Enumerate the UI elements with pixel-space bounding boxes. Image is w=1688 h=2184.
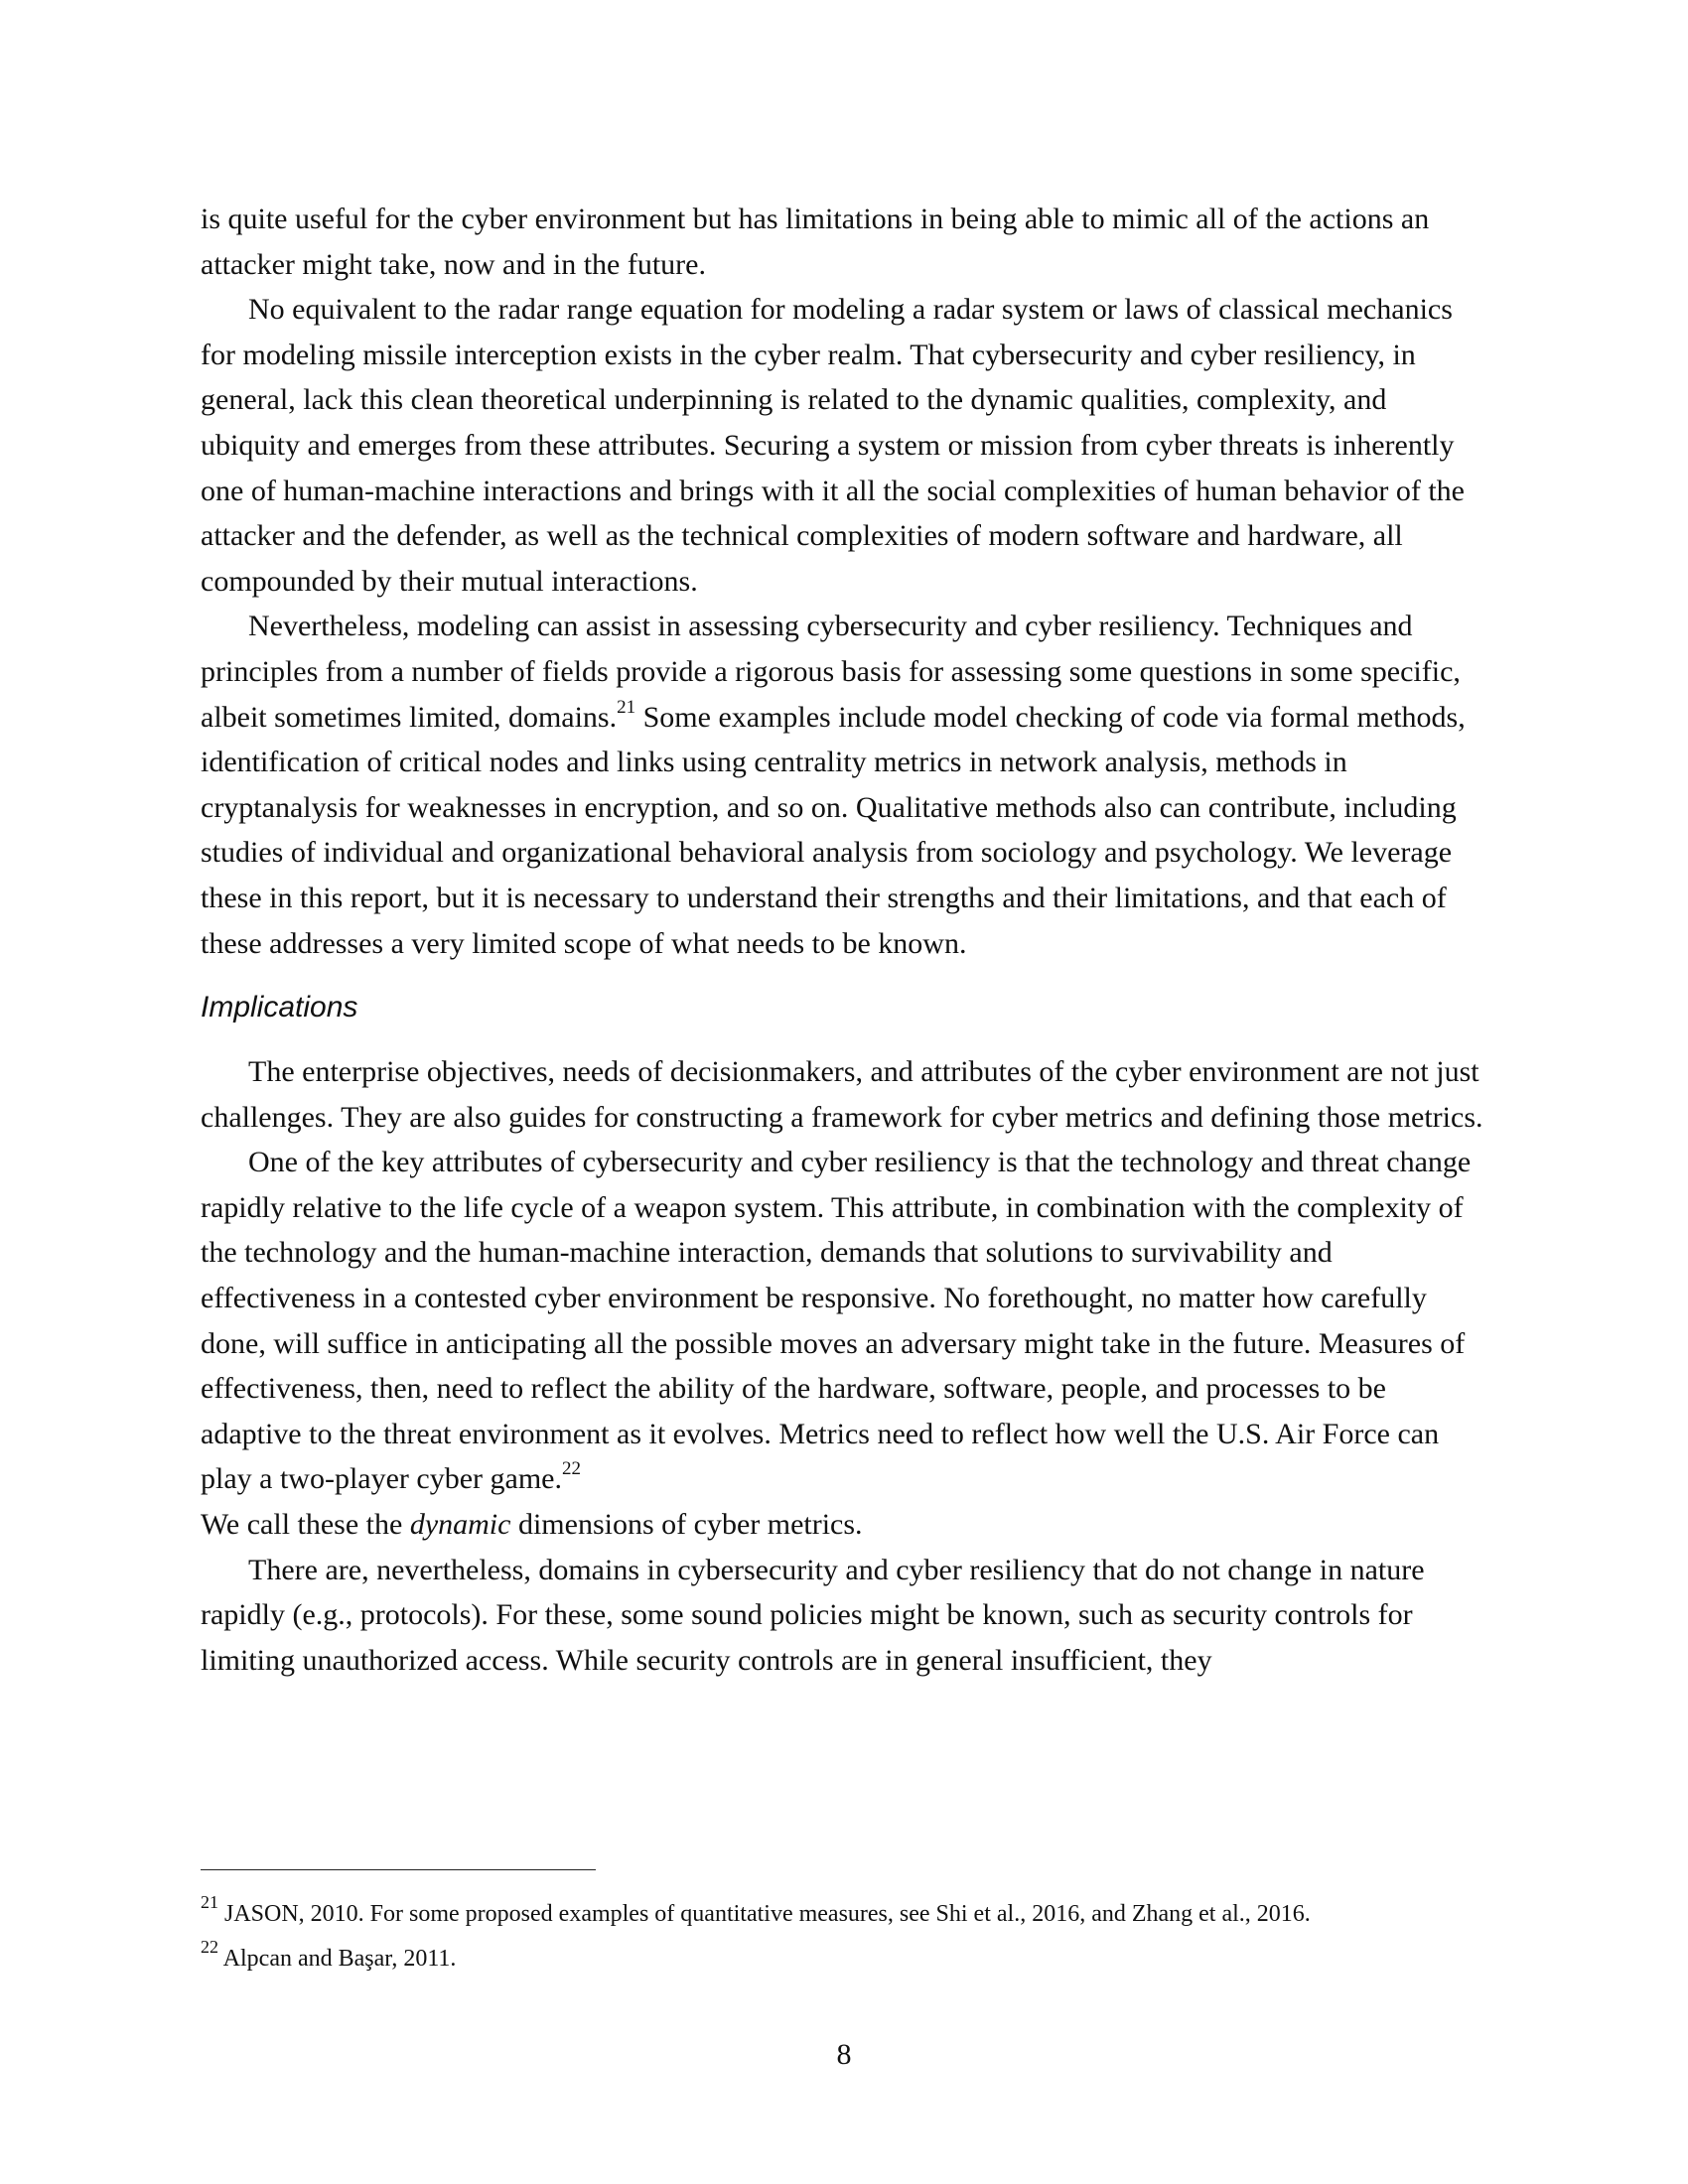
footnote-ref-22[interactable]: 22 (562, 1458, 581, 1480)
paragraph-text: Nevertheless, modeling can assist in assessing cybersecurity and cyber resiliency. Techniques and principles from a number of fields provide a rigorous basis for assessing some questions in some specific, albeit sometimes limited, domains. (201, 610, 1461, 734)
footnote-text: Alpcan and Başar, 2011. (218, 1946, 457, 1972)
footnote-21 (201, 1892, 1491, 1937)
footnote-22 (201, 1937, 1491, 1981)
footnote-number: 21 (201, 1892, 218, 1912)
paragraph-text: One of the key attributes of cybersecurity and cyber resiliency is that the technology and threat change rapidly relative to the life cycle of a weapon system. This attribute, in combination with the complexity of the technology and the human-machine interaction, demands that solutions to survivability and effectiveness in a contested cyber environment be responsive. No forethought, no matter how carefully done, will suffice in anticipating all the possible moves an adversary might take in the future. Measures of effectiveness, then, need to reflect the ability of the hardware, software, people, and processes to be adaptive to the threat environment as it evolves. Metrics need to reflect how well the U.S. Air Force can play a two-player cyber game. (201, 1146, 1472, 1496)
footnote-divider (201, 1869, 596, 1870)
paragraph-nevertheless (201, 604, 1491, 966)
paragraph-continuation: is quite useful for the cyber environment but has limitations in being able to mimic all of the actions an attacker might take, now and in the future. (201, 203, 1430, 281)
paragraph-key-attributes (201, 1140, 1491, 1547)
footnote-ref-21[interactable]: 21 (617, 696, 636, 718)
paragraph-domains: There are, nevertheless, domains in cybersecurity and cyber resiliency that do not change in nature rapidly (e.g., protocols). For these, some sound policies might be known, such as security controls for limiting unauthorized access. While security controls are in general insufficient, they (201, 1553, 1425, 1677)
paragraph-text: dimensions of cyber metrics. (510, 1508, 863, 1542)
page-body (201, 197, 1491, 1683)
paragraph-text: Some examples include model checking of code via formal methods, identification of critical nodes and links using centrality metrics in network analysis, methods in cryptanalysis for weaknesses in encryption, and so on. Qualitative methods also can contribute, including studies of individual and organizational behavioral analysis from sociology and psychology. We leverage these in this report, but it is necessary to understand their strengths and their limitations, and that each of these addresses a very limited scope of what needs to be known. (201, 700, 1466, 960)
paragraph-no-equivalent: No equivalent to the radar range equation for modeling a radar system or laws of classical mechanics for modeling missile interception exists in the cyber realm. That cybersecurity and cyber resiliency, in general, lack this clean theoretical underpinning is related to the dynamic qualities, complexity, and ubiquity and emerges from these attributes. Securing a system or mission from cyber threats is inherently one of human-machine interactions and brings with it all the social complexities of human behavior of the attacker and the defender, as well as the technical complexities of modern software and hardware, all compounded by their mutual interactions. (201, 293, 1465, 598)
section-heading: Implications (201, 991, 358, 1024)
paragraph-text: We call these the (201, 1508, 410, 1542)
footnote-number: 22 (201, 1937, 218, 1957)
footnote-text: JASON, 2010. For some proposed examples of quantitative measures, see Shi et al., 2016, and Zhang et al., 2016. (218, 1901, 1311, 1927)
page-number: 8 (836, 2038, 852, 2071)
emphasis-dynamic: dynamic (409, 1508, 511, 1542)
paragraph-enterprise-objectives: The enterprise objectives, needs of decisionmakers, and attributes of the cyber environment are not just challenges. They are also guides for constructing a framework for cyber metrics and defining those metrics. (201, 1055, 1483, 1134)
footnotes (201, 1892, 1491, 1981)
